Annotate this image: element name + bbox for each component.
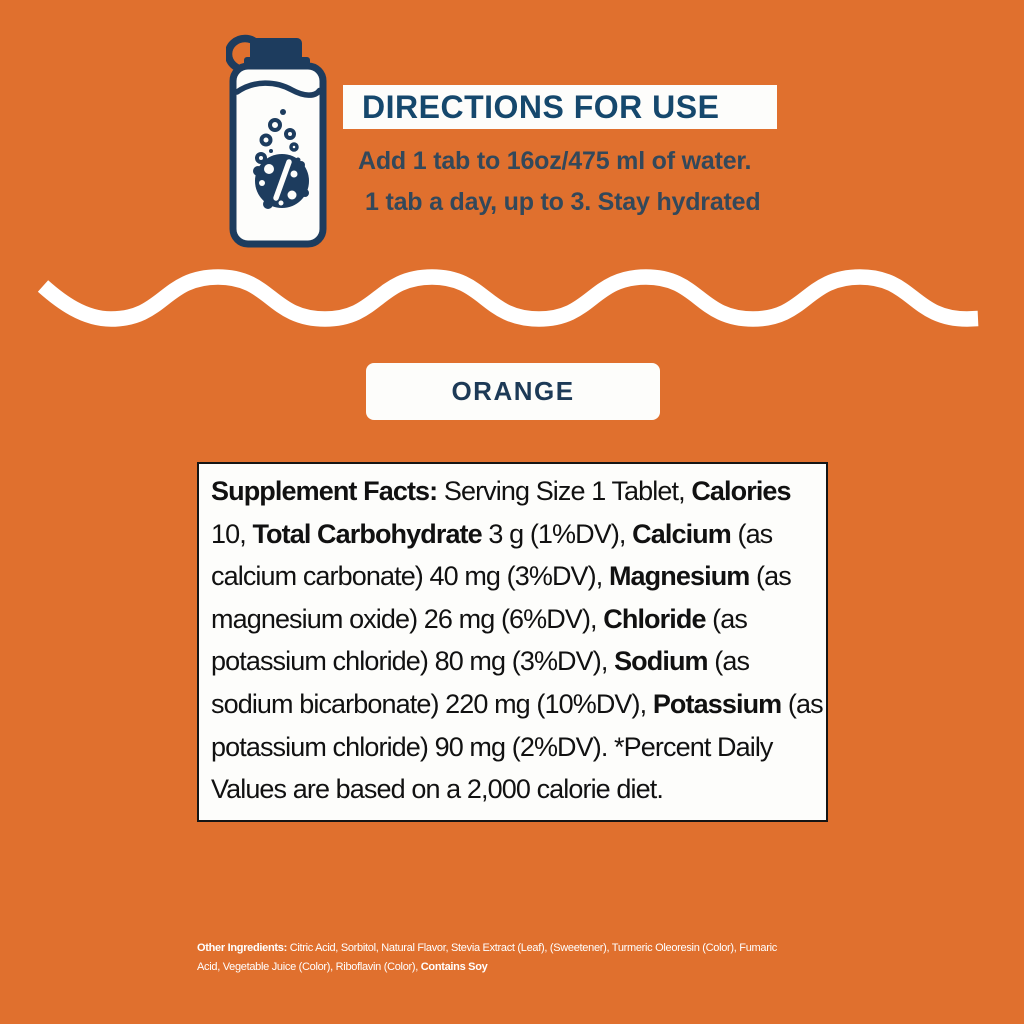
wave-divider-icon [36,264,986,334]
supplement-facts-line: sodium bicarbonate) 220 mg (10%DV), Potassium (as [211,688,823,719]
flavor-badge [366,363,660,420]
bottle-tablet-icon [226,30,330,250]
other-ingredients-line: Other Ingredients: Citric Acid, Sorbitol, Natural Flavor, Stevia Extract (Leaf), (Sweetener), Turmeric Oleoresin (Color), Fumaric [197,942,777,954]
supplement-facts-line: calcium carbonate) 40 mg (3%DV), Magnesium (as [211,561,791,592]
directions-title: DIRECTIONS FOR USE [362,88,720,125]
supplement-facts-line: Supplement Facts: Serving Size 1 Tablet, Calories [211,476,791,506]
flavor-label: ORANGE [451,376,575,406]
supplement-facts-line: potassium chloride) 90 mg (2%DV). *Percent Daily [211,731,773,762]
directions-line-1: Add 1 tab to 16oz/475 ml of water. [358,147,752,175]
supplement-facts-line: magnesium oxide) 26 mg (6%DV), Chloride (as [211,603,747,634]
supplement-facts-panel [197,462,828,822]
supplement-facts-line: Values are based on a 2,000 calorie diet. [211,774,663,805]
supplement-facts-line: potassium chloride) 80 mg (3%DV), Sodium (as [211,646,750,677]
directions-banner [343,85,777,129]
directions-line-2: 1 tab a day, up to 3. Stay hydrated [365,188,761,216]
supplement-facts-line: 10, Total Carbohydrate 3 g (1%DV), Calcium (as [211,518,773,549]
other-ingredients-line: Acid, Vegetable Juice (Color), Riboflavin (Color), Contains Soy [197,961,488,973]
other-ingredients [197,939,837,977]
